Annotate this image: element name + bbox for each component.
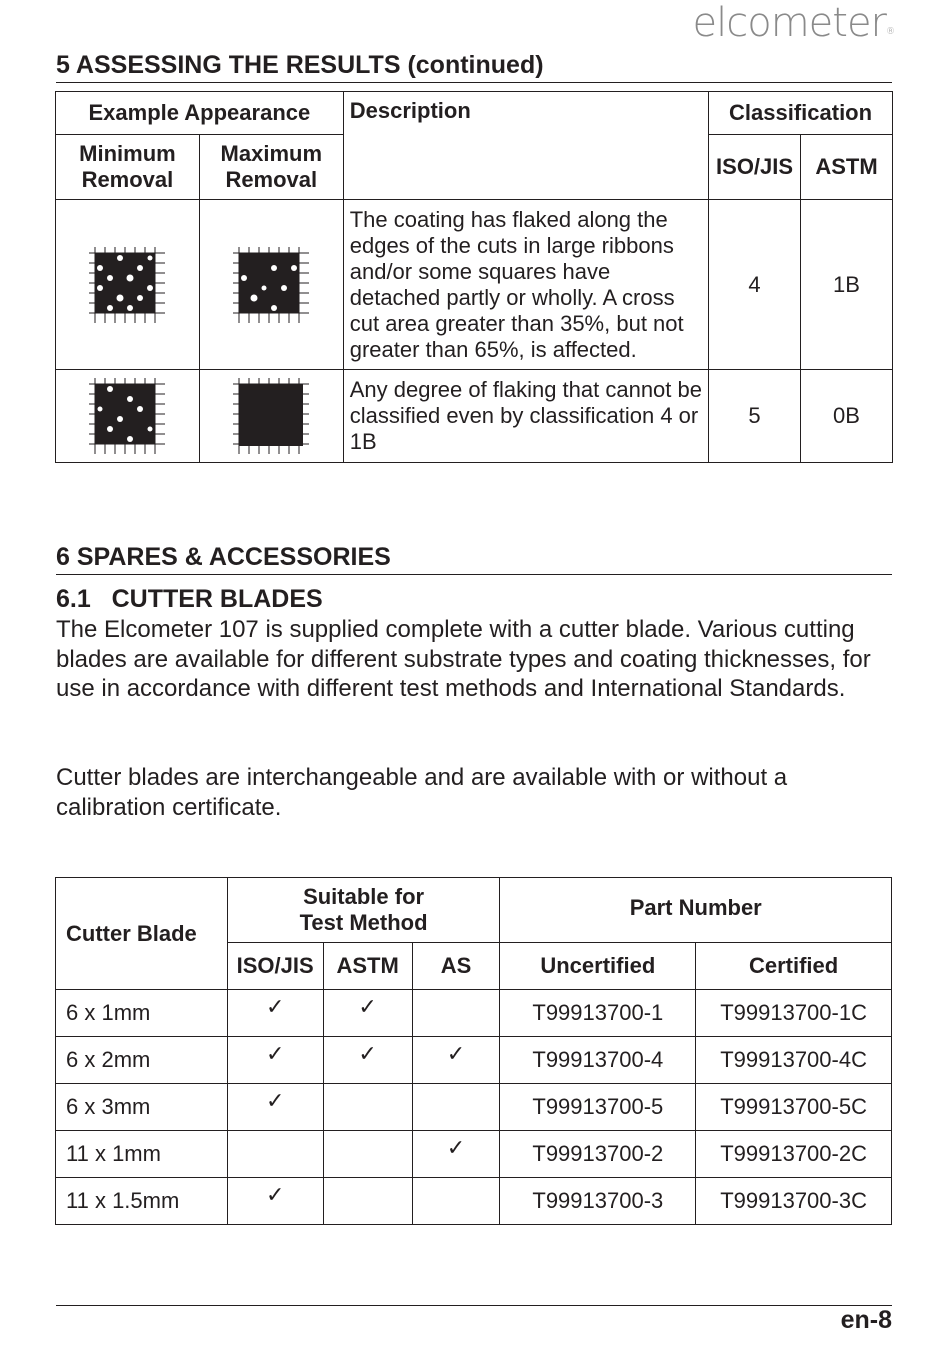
certified-part-number: T99913700-5C	[696, 1084, 892, 1131]
crosshatch-pattern-icon	[85, 374, 169, 458]
section-6-title: 6 SPARES & ACCESSORIES	[56, 542, 892, 575]
blade-size: 6 x 3mm	[56, 1084, 228, 1131]
uncertified-part-number: T99913700-5	[500, 1084, 696, 1131]
blade-size: 11 x 1mm	[56, 1131, 228, 1178]
col-classification: Classification	[709, 92, 893, 135]
table-row	[56, 990, 892, 1037]
cutter-blades-intro: The Elcometer 107 is supplied complete with a cutter blade. Various cutting blades are available for different substrate types and coating thicknesses, for use in accordance with different test methods and International Standards.	[56, 616, 871, 702]
blades-header-row	[56, 878, 892, 943]
elcometer-logo	[693, 0, 895, 46]
col-example-appearance: Example Appearance	[56, 92, 344, 135]
assessment-table	[55, 91, 893, 463]
col-maximum-removal: Maximum Removal	[199, 135, 343, 200]
checkmark-icon: ✓	[358, 1042, 377, 1067]
certified-part-number: T99913700-3C	[696, 1178, 892, 1225]
col-description: Description	[343, 92, 708, 200]
crosshatch-pattern-icon	[229, 243, 313, 327]
col-iso-jis: ISO/JIS	[709, 135, 801, 200]
cutter-blades-table	[55, 877, 892, 1225]
table-row	[56, 1178, 892, 1225]
solid-square-icon	[229, 374, 313, 458]
table-row	[56, 1037, 892, 1084]
col-astm: ASTM	[801, 135, 893, 200]
cutter-blades-title: 6.1 CUTTER BLADES	[56, 585, 323, 613]
checkmark-icon: ✓	[265, 1183, 285, 1208]
col-as: AS	[412, 943, 500, 990]
min-removal-image	[56, 370, 200, 463]
uncertified-part-number: T99913700-2	[500, 1131, 696, 1178]
checkmark-icon: ✓	[446, 1042, 466, 1067]
assessment-header-row	[56, 92, 893, 135]
uncertified-part-number: T99913700-3	[500, 1178, 696, 1225]
astm-classification: 1B	[801, 200, 893, 370]
col-iso-jis: ISO/JIS	[227, 943, 323, 990]
uncertified-part-number: T99913700-1	[500, 990, 696, 1037]
cutter-blades-note: Cutter blades are interchangeable and are available with or without a calibration certificate.	[56, 764, 788, 821]
max-removal-image	[199, 200, 343, 370]
checkmark-icon: ✓	[265, 1089, 285, 1114]
max-removal-image	[199, 370, 343, 463]
uncertified-part-number: T99913700-4	[500, 1037, 696, 1084]
checkmark-icon: ✓	[358, 995, 377, 1020]
blade-size: 6 x 1mm	[56, 990, 228, 1037]
col-uncertified: Uncertified	[500, 943, 696, 990]
col-cutter-blade: Cutter Blade	[56, 878, 228, 990]
logo-text: elcometer	[692, 0, 886, 46]
registered-mark: ®	[886, 27, 894, 37]
iso-classification: 5	[709, 370, 801, 463]
certified-part-number: T99913700-4C	[696, 1037, 892, 1084]
col-astm: ASTM	[323, 943, 412, 990]
section-5-title: 5 ASSESSING THE RESULTS (continued)	[56, 50, 892, 83]
row-description: The coating has flaked along the edges of the cuts in large ribbons and/or some squares have detached partly or wholly. A cross cut area greater than 35%, but not greater than 65%, is affected.	[343, 200, 708, 370]
checkmark-icon: ✓	[265, 995, 285, 1020]
iso-classification: 4	[709, 200, 801, 370]
page-number: en-8	[840, 1306, 892, 1334]
col-suitable-for-test-method: Suitable for Test Method	[227, 878, 500, 943]
assessment-row	[56, 370, 893, 463]
checkmark-icon: ✓	[446, 1136, 466, 1161]
certified-part-number: T99913700-2C	[696, 1131, 892, 1178]
col-minimum-removal: Minimum Removal	[56, 135, 200, 200]
blade-size: 11 x 1.5mm	[56, 1178, 228, 1225]
row-description: Any degree of flaking that cannot be classified even by classification 4 or 1B	[343, 370, 708, 463]
blade-size: 6 x 2mm	[56, 1037, 228, 1084]
astm-classification: 0B	[801, 370, 893, 463]
col-part-number: Part Number	[500, 878, 892, 943]
footer-divider	[56, 1305, 892, 1306]
crosshatch-pattern-icon	[85, 243, 169, 327]
table-row	[56, 1131, 892, 1178]
checkmark-icon: ✓	[265, 1042, 285, 1067]
min-removal-image	[56, 200, 200, 370]
col-certified: Certified	[696, 943, 892, 990]
assessment-row	[56, 200, 893, 370]
certified-part-number: T99913700-1C	[696, 990, 892, 1037]
table-row	[56, 1084, 892, 1131]
